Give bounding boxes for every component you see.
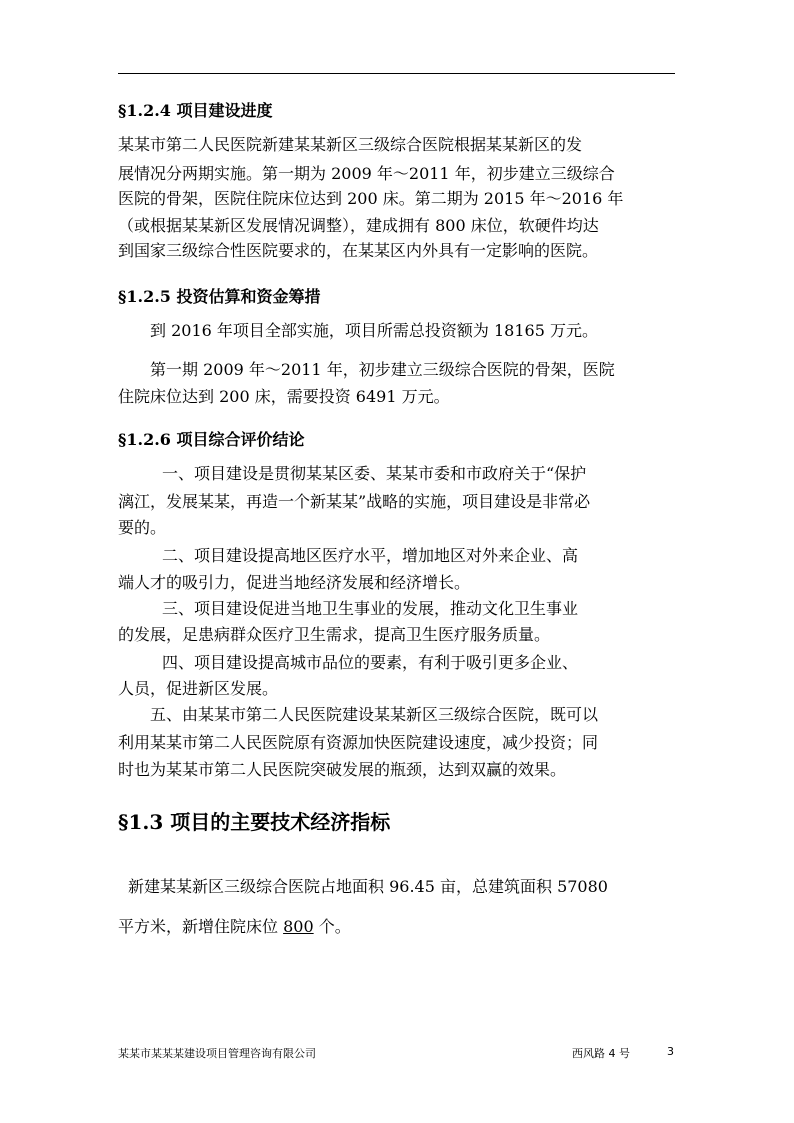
paragraph-line	[118, 914, 678, 937]
paragraph-line: 四、项目建设提高城市品位的要素，有利于吸引更多企业、	[162, 653, 579, 672]
paragraph-line: 二、项目建设提高地区医疗水平，增加地区对外来企业、高	[162, 546, 579, 565]
footer-company: 某某市某某某建设项目管理咨询有限公司	[118, 1047, 316, 1060]
paragraph-line: 展情况分两期实施。第一期为 2009 年～2011 年，初步建立三级综合	[118, 164, 615, 183]
paragraph-line: 新建某某新区三级综合医院占地面积 96.45 亩，总建筑面积 57080	[128, 877, 608, 896]
paragraph-line: 到 2016 年项目全部实施，项目所需总投资额为 18165 万元。	[150, 321, 598, 340]
footer-address: 西风路 4 号	[572, 1047, 630, 1060]
header-rule	[118, 73, 675, 74]
paragraph-line: 到国家三级综合性医院要求的，在某某区内外具有一定影响的医院。	[118, 241, 599, 260]
heading-1-2-6: §1.2.6 项目综合评价结论	[118, 430, 305, 449]
paragraph-line: 利用某某市第二人民医院原有资源加快医院建设速度，减少投资；同	[118, 733, 599, 752]
paragraph-line: （或根据某某新区发展情况调整），建成拥有 800 床位，软硬件均达	[118, 216, 599, 235]
paragraph-line: 住院床位达到 200 床，需要投资 6491 万元。	[118, 387, 450, 406]
paragraph-line: 三、项目建设促进当地卫生事业的发展，推动文化卫生事业	[162, 599, 579, 618]
paragraph-line: 漓江，发展某某，再造一个新某某”战略的实施，项目建设是非常必	[118, 492, 591, 511]
heading-1-2-4: §1.2.4 项目建设进度	[118, 101, 273, 120]
text-span: 平方米，新增住院床位	[118, 917, 284, 936]
paragraph-line: 时也为某某市第二人民医院突破发展的瓶颈，达到双赢的效果。	[118, 760, 567, 779]
paragraph-line: 一、项目建设是贯彻某某区委、某某市委和市政府关于“保护	[162, 464, 587, 483]
bed-count-value: 800	[283, 917, 314, 936]
heading-1-2-5: §1.2.5 投资估算和资金筹措	[118, 287, 321, 306]
paragraph-line: 端人才的吸引力，促进当地经济发展和经济增长。	[118, 573, 471, 592]
paragraph-line: 的发展，足患病群众医疗卫生需求，提高卫生医疗服务质量。	[118, 625, 551, 644]
text-span: 个。	[313, 917, 351, 936]
paragraph-line: 医院的骨架，医院住院床位达到 200 床。第二期为 2015 年～2016 年	[118, 189, 624, 208]
paragraph-line: 某某市第二人民医院新建某某新区三级综合医院根据某某新区的发	[118, 135, 583, 154]
page-number: 3	[667, 1045, 674, 1058]
paragraph-line: 五、由某某市第二人民医院建设某某新区三级综合医院，既可以	[150, 705, 599, 724]
paragraph-line: 人员，促进新区发展。	[118, 679, 279, 698]
paragraph-line: 要的。	[118, 518, 167, 537]
paragraph-line: 第一期 2009 年～2011 年，初步建立三级综合医院的骨架，医院	[150, 360, 615, 379]
heading-1-3: §1.3 项目的主要技术经济指标	[118, 810, 391, 834]
